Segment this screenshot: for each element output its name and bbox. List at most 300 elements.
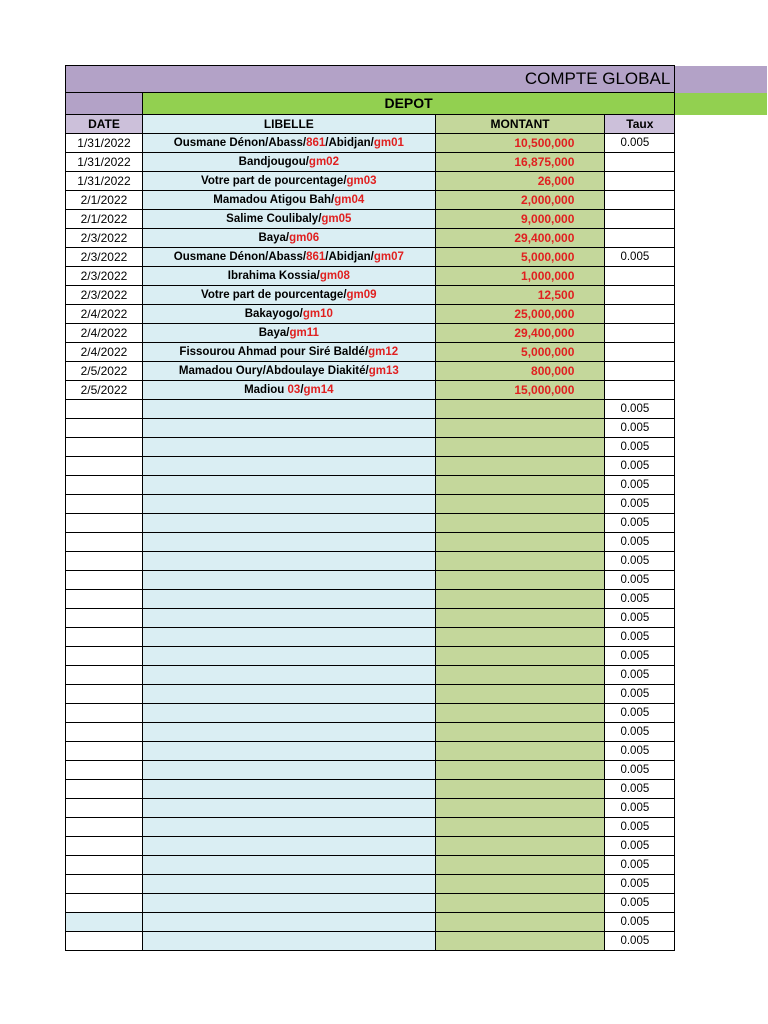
section-spacer[interactable]: [66, 93, 143, 115]
libelle-cell[interactable]: [142, 457, 435, 476]
blank-cell: [675, 419, 768, 438]
empty-row: [66, 571, 768, 590]
libelle-cell[interactable]: [142, 837, 435, 856]
date-cell[interactable]: [66, 495, 143, 514]
montant-cell[interactable]: [435, 628, 605, 647]
libelle-part: Ibrahima Kossia/: [227, 270, 320, 282]
blank-cell: [675, 533, 768, 552]
taux-cell[interactable]: 0.005: [605, 894, 675, 913]
blank-cell: [675, 628, 768, 647]
date-cell[interactable]: [66, 856, 143, 875]
blank-cell: [675, 913, 768, 932]
taux-cell[interactable]: 0.005: [605, 685, 675, 704]
libelle-part: gm12: [368, 346, 399, 358]
libelle-cell[interactable]: [142, 419, 435, 438]
date-cell[interactable]: 1/31/2022: [66, 153, 143, 172]
libelle-part: Baya/: [258, 327, 290, 339]
libelle-part: gm13: [368, 365, 399, 377]
taux-cell[interactable]: [605, 286, 675, 305]
montant-cell[interactable]: [435, 761, 605, 780]
libelle-cell[interactable]: [142, 229, 435, 248]
taux-cell[interactable]: 0.005: [605, 628, 675, 647]
libelle-part: Baya/: [258, 232, 290, 244]
empty-row: [66, 533, 768, 552]
montant-cell[interactable]: [435, 438, 605, 457]
date-cell[interactable]: [66, 457, 143, 476]
title-row: [66, 66, 768, 93]
libelle-part: gm01: [373, 137, 404, 149]
libelle-cell[interactable]: [142, 267, 435, 286]
blank-cell: [675, 362, 768, 381]
libelle-cell[interactable]: [142, 628, 435, 647]
title-extension: [675, 66, 768, 93]
libelle-cell[interactable]: [142, 343, 435, 362]
taux-cell[interactable]: [605, 267, 675, 286]
montant-cell[interactable]: [435, 894, 605, 913]
montant-cell[interactable]: [435, 476, 605, 495]
date-cell[interactable]: 2/1/2022: [66, 191, 143, 210]
montant-cell[interactable]: [435, 856, 605, 875]
empty-row: [66, 400, 768, 419]
table-row: [66, 210, 768, 229]
libelle-part: Madiou: [244, 384, 288, 396]
header-date[interactable]: DATE: [66, 115, 143, 134]
libelle-part: Salime Coulibaly/: [226, 213, 322, 225]
libelle-cell[interactable]: [142, 362, 435, 381]
table-row: [66, 362, 768, 381]
libelle-part: Mamadou Oury/Abdoulaye Diakité/: [178, 365, 369, 377]
table-row: [66, 191, 768, 210]
libelle-cell[interactable]: [142, 400, 435, 419]
blank-cell: [675, 647, 768, 666]
taux-cell[interactable]: 0.005: [605, 742, 675, 761]
blank-cell: [675, 818, 768, 837]
libelle-part: /Abidjan/: [325, 251, 374, 263]
montant-cell[interactable]: [435, 799, 605, 818]
libelle-part: Ousmane Dénon/Abass/: [173, 137, 307, 149]
blank-cell: [675, 609, 768, 628]
date-cell[interactable]: [66, 419, 143, 438]
taux-cell[interactable]: 0.005: [605, 419, 675, 438]
taux-cell[interactable]: 0.005: [605, 438, 675, 457]
montant-cell[interactable]: 5,000,000: [435, 343, 605, 362]
montant-cell[interactable]: 29,400,000: [435, 324, 605, 343]
taux-cell[interactable]: 0.005: [605, 704, 675, 723]
libelle-part: Votre part de pourcentage/: [201, 289, 347, 301]
libelle-part: 03: [287, 384, 301, 396]
blank-cell: [675, 400, 768, 419]
taux-cell[interactable]: 0.005: [605, 723, 675, 742]
montant-cell[interactable]: 1,000,000: [435, 267, 605, 286]
date-cell[interactable]: [66, 837, 143, 856]
montant-cell[interactable]: 2,000,000: [435, 191, 605, 210]
libelle-cell[interactable]: [142, 191, 435, 210]
taux-cell[interactable]: [605, 229, 675, 248]
date-cell[interactable]: [66, 685, 143, 704]
blank-cell: [675, 780, 768, 799]
taux-cell[interactable]: [605, 362, 675, 381]
montant-cell[interactable]: [435, 609, 605, 628]
libelle-part: Votre part de pourcentage/: [201, 175, 347, 187]
table-row: [66, 305, 768, 324]
date-cell[interactable]: [66, 761, 143, 780]
libelle-cell[interactable]: [142, 286, 435, 305]
date-cell[interactable]: 2/5/2022: [66, 381, 143, 400]
empty-row: [66, 457, 768, 476]
montant-cell[interactable]: 10,500,000: [435, 134, 605, 153]
date-cell[interactable]: [66, 609, 143, 628]
libelle-cell[interactable]: [142, 324, 435, 343]
montant-cell[interactable]: 29,400,000: [435, 229, 605, 248]
libelle-part: gm10: [302, 308, 333, 320]
empty-row: [66, 590, 768, 609]
taux-cell[interactable]: [605, 172, 675, 191]
montant-cell[interactable]: [435, 818, 605, 837]
table-row: [66, 324, 768, 343]
blank-cell: [675, 476, 768, 495]
montant-cell[interactable]: 16,875,000: [435, 153, 605, 172]
libelle-cell[interactable]: [142, 894, 435, 913]
taux-cell[interactable]: 0.005: [605, 666, 675, 685]
montant-cell[interactable]: [435, 590, 605, 609]
libelle-cell[interactable]: [142, 476, 435, 495]
blank-cell: [675, 191, 768, 210]
libelle-cell[interactable]: [142, 761, 435, 780]
montant-cell[interactable]: [435, 932, 605, 951]
empty-row: [66, 837, 768, 856]
taux-cell[interactable]: 0.005: [605, 932, 675, 951]
libelle-cell[interactable]: [142, 609, 435, 628]
blank-cell: [675, 286, 768, 305]
date-cell[interactable]: [66, 571, 143, 590]
date-cell[interactable]: 2/5/2022: [66, 362, 143, 381]
montant-cell[interactable]: [435, 742, 605, 761]
taux-cell[interactable]: 0.005: [605, 248, 675, 267]
blank-cell: [675, 799, 768, 818]
table-row: [66, 267, 768, 286]
blank-cell: [675, 343, 768, 362]
data-rows: [66, 134, 768, 951]
date-cell[interactable]: 2/4/2022: [66, 305, 143, 324]
section-row: [66, 93, 768, 115]
taux-cell[interactable]: [605, 191, 675, 210]
blank-cell: [675, 875, 768, 894]
taux-cell[interactable]: 0.005: [605, 799, 675, 818]
libelle-part: Ousmane Dénon/Abass/: [173, 251, 307, 263]
date-cell[interactable]: 2/4/2022: [66, 324, 143, 343]
libelle-cell[interactable]: [142, 723, 435, 742]
blank-cell: [675, 666, 768, 685]
taux-cell[interactable]: 0.005: [605, 780, 675, 799]
taux-cell[interactable]: 0.005: [605, 400, 675, 419]
table-row: [66, 153, 768, 172]
blank-cell: [675, 324, 768, 343]
libelle-cell[interactable]: [142, 305, 435, 324]
libelle-cell[interactable]: [142, 134, 435, 153]
libelle-part: gm08: [319, 270, 350, 282]
montant-cell[interactable]: 15,000,000: [435, 381, 605, 400]
montant-cell[interactable]: [435, 533, 605, 552]
libelle-cell[interactable]: [142, 381, 435, 400]
date-cell[interactable]: [66, 590, 143, 609]
libelle-cell[interactable]: [142, 438, 435, 457]
taux-cell[interactable]: [605, 153, 675, 172]
libelle-cell[interactable]: [142, 552, 435, 571]
taux-cell[interactable]: [605, 381, 675, 400]
empty-row: [66, 742, 768, 761]
blank-cell: [675, 552, 768, 571]
montant-cell[interactable]: 9,000,000: [435, 210, 605, 229]
libelle-part: /Abidjan/: [325, 137, 374, 149]
libelle-part: gm11: [289, 327, 319, 339]
date-cell[interactable]: [66, 742, 143, 761]
libelle-part: 861: [306, 137, 326, 149]
date-cell[interactable]: [66, 438, 143, 457]
libelle-cell[interactable]: [142, 153, 435, 172]
blank-cell: [675, 381, 768, 400]
blank-cell: [675, 571, 768, 590]
libelle-cell[interactable]: [142, 248, 435, 267]
montant-cell[interactable]: [435, 571, 605, 590]
libelle-cell[interactable]: [142, 495, 435, 514]
table-row: [66, 229, 768, 248]
empty-row: [66, 552, 768, 571]
libelle-part: 861: [306, 251, 326, 263]
libelle-cell[interactable]: [142, 780, 435, 799]
libelle-part: gm07: [373, 251, 404, 263]
empty-row: [66, 609, 768, 628]
section-title-depot[interactable]: DEPOT: [142, 93, 674, 115]
taux-cell[interactable]: 0.005: [605, 913, 675, 932]
date-cell[interactable]: [66, 799, 143, 818]
empty-row: [66, 875, 768, 894]
sheet-title[interactable]: COMPTE GLOBAL: [66, 66, 675, 93]
date-cell[interactable]: 2/3/2022: [66, 229, 143, 248]
section-extension: [675, 93, 768, 115]
taux-cell[interactable]: 0.005: [605, 609, 675, 628]
montant-cell[interactable]: [435, 666, 605, 685]
header-libelle[interactable]: LIBELLE: [142, 115, 435, 134]
taux-cell[interactable]: 0.005: [605, 875, 675, 894]
montant-cell[interactable]: [435, 514, 605, 533]
empty-row: [66, 476, 768, 495]
montant-cell[interactable]: [435, 780, 605, 799]
libelle-part: /: [300, 384, 304, 396]
empty-row: [66, 723, 768, 742]
blank-cell: [675, 229, 768, 248]
montant-cell[interactable]: 800,000: [435, 362, 605, 381]
taux-cell[interactable]: 0.005: [605, 134, 675, 153]
date-cell[interactable]: [66, 780, 143, 799]
taux-cell[interactable]: 0.005: [605, 476, 675, 495]
date-cell[interactable]: [66, 666, 143, 685]
header-taux[interactable]: Taux: [605, 115, 675, 134]
libelle-part: gm04: [334, 194, 365, 206]
taux-cell[interactable]: 0.005: [605, 495, 675, 514]
empty-row: [66, 685, 768, 704]
date-cell[interactable]: [66, 400, 143, 419]
libelle-cell[interactable]: [142, 913, 435, 932]
montant-cell[interactable]: 26,000: [435, 172, 605, 191]
taux-cell[interactable]: 0.005: [605, 457, 675, 476]
taux-cell[interactable]: 0.005: [605, 590, 675, 609]
montant-cell[interactable]: [435, 400, 605, 419]
blank-cell: [675, 761, 768, 780]
libelle-cell[interactable]: [142, 647, 435, 666]
montant-cell[interactable]: 25,000,000: [435, 305, 605, 324]
taux-cell[interactable]: 0.005: [605, 856, 675, 875]
montant-cell[interactable]: [435, 457, 605, 476]
taux-cell[interactable]: 0.005: [605, 761, 675, 780]
montant-cell[interactable]: 5,000,000: [435, 248, 605, 267]
blank-cell: [675, 685, 768, 704]
date-cell[interactable]: [66, 723, 143, 742]
libelle-cell[interactable]: [142, 742, 435, 761]
libelle-cell[interactable]: [142, 172, 435, 191]
blank-cell: [675, 894, 768, 913]
libelle-cell[interactable]: [142, 533, 435, 552]
empty-row: [66, 761, 768, 780]
montant-cell[interactable]: [435, 704, 605, 723]
blank-cell: [675, 172, 768, 191]
blank-cell: [675, 704, 768, 723]
taux-cell[interactable]: 0.005: [605, 818, 675, 837]
blank-cell: [675, 742, 768, 761]
header-blank: [675, 115, 768, 134]
empty-row: [66, 932, 768, 951]
libelle-cell[interactable]: [142, 685, 435, 704]
libelle-part: gm03: [346, 175, 377, 187]
header-montant[interactable]: MONTANT: [435, 115, 605, 134]
empty-row: [66, 438, 768, 457]
empty-row: [66, 818, 768, 837]
date-cell[interactable]: [66, 913, 143, 932]
date-cell[interactable]: [66, 818, 143, 837]
libelle-cell[interactable]: [142, 932, 435, 951]
date-cell[interactable]: [66, 647, 143, 666]
taux-cell[interactable]: 0.005: [605, 647, 675, 666]
libelle-cell[interactable]: [142, 818, 435, 837]
table-row: [66, 286, 768, 305]
compte-global-table: [65, 65, 768, 951]
date-cell[interactable]: 2/1/2022: [66, 210, 143, 229]
date-cell[interactable]: [66, 932, 143, 951]
taux-cell[interactable]: 0.005: [605, 533, 675, 552]
libelle-part: Mamadou Atigou Bah/: [213, 194, 335, 206]
libelle-cell[interactable]: [142, 799, 435, 818]
taux-cell[interactable]: [605, 210, 675, 229]
libelle-part: gm14: [303, 384, 334, 396]
montant-cell[interactable]: [435, 647, 605, 666]
libelle-cell[interactable]: [142, 704, 435, 723]
empty-row: [66, 628, 768, 647]
montant-cell[interactable]: [435, 495, 605, 514]
montant-cell[interactable]: [435, 685, 605, 704]
date-cell[interactable]: 2/3/2022: [66, 267, 143, 286]
date-cell[interactable]: [66, 514, 143, 533]
date-cell[interactable]: 1/31/2022: [66, 134, 143, 153]
header-row: [66, 115, 768, 134]
blank-cell: [675, 457, 768, 476]
libelle-cell[interactable]: [142, 666, 435, 685]
empty-row: [66, 894, 768, 913]
blank-cell: [675, 210, 768, 229]
libelle-part: Bandjougou/: [238, 156, 309, 168]
date-cell[interactable]: [66, 476, 143, 495]
blank-cell: [675, 267, 768, 286]
blank-cell: [675, 134, 768, 153]
montant-cell[interactable]: 12,500: [435, 286, 605, 305]
blank-cell: [675, 514, 768, 533]
taux-cell[interactable]: 0.005: [605, 552, 675, 571]
libelle-part: gm09: [346, 289, 377, 301]
montant-cell[interactable]: [435, 552, 605, 571]
blank-cell: [675, 723, 768, 742]
empty-row: [66, 704, 768, 723]
blank-cell: [675, 932, 768, 951]
taux-cell[interactable]: 0.005: [605, 837, 675, 856]
table-row: [66, 248, 768, 267]
taux-cell[interactable]: 0.005: [605, 514, 675, 533]
taux-cell[interactable]: 0.005: [605, 571, 675, 590]
date-cell[interactable]: [66, 552, 143, 571]
empty-row: [66, 419, 768, 438]
montant-cell[interactable]: [435, 723, 605, 742]
empty-row: [66, 495, 768, 514]
date-cell[interactable]: 1/31/2022: [66, 172, 143, 191]
date-cell[interactable]: 2/3/2022: [66, 286, 143, 305]
taux-cell[interactable]: [605, 324, 675, 343]
blank-cell: [675, 248, 768, 267]
empty-row: [66, 666, 768, 685]
blank-cell: [675, 153, 768, 172]
taux-cell[interactable]: [605, 305, 675, 324]
libelle-cell[interactable]: [142, 856, 435, 875]
libelle-cell[interactable]: [142, 590, 435, 609]
table-row: [66, 134, 768, 153]
taux-cell[interactable]: [605, 343, 675, 362]
table-row: [66, 343, 768, 362]
empty-row: [66, 856, 768, 875]
date-cell[interactable]: [66, 533, 143, 552]
montant-cell[interactable]: [435, 419, 605, 438]
date-cell[interactable]: 2/4/2022: [66, 343, 143, 362]
blank-cell: [675, 495, 768, 514]
libelle-cell[interactable]: [142, 571, 435, 590]
montant-cell[interactable]: [435, 837, 605, 856]
libelle-cell[interactable]: [142, 514, 435, 533]
montant-cell[interactable]: [435, 913, 605, 932]
libelle-cell[interactable]: [142, 210, 435, 229]
blank-cell: [675, 590, 768, 609]
date-cell[interactable]: [66, 894, 143, 913]
empty-row: [66, 913, 768, 932]
blank-cell: [675, 856, 768, 875]
blank-cell: [675, 305, 768, 324]
libelle-cell[interactable]: [142, 875, 435, 894]
date-cell[interactable]: [66, 704, 143, 723]
table-row: [66, 381, 768, 400]
date-cell[interactable]: 2/3/2022: [66, 248, 143, 267]
libelle-part: Fissourou Ahmad pour Siré Baldé/: [179, 346, 369, 358]
libelle-part: gm02: [308, 156, 339, 168]
blank-cell: [675, 837, 768, 856]
montant-cell[interactable]: [435, 875, 605, 894]
empty-row: [66, 780, 768, 799]
date-cell[interactable]: [66, 875, 143, 894]
date-cell[interactable]: [66, 628, 143, 647]
empty-row: [66, 647, 768, 666]
